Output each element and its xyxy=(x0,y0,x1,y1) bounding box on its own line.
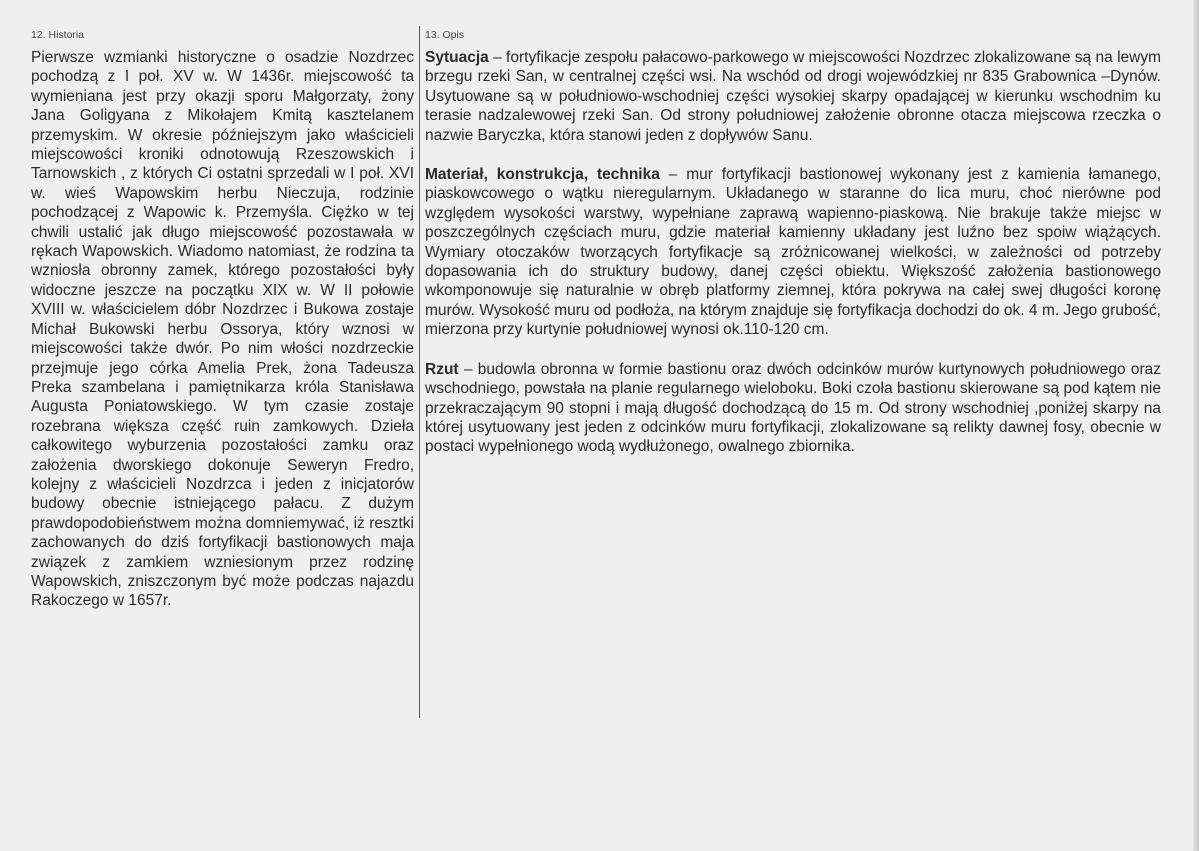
history-column xyxy=(31,48,414,611)
section-title: Rzut xyxy=(425,360,459,378)
history-text: Pierwsze wzmianki historyczne o osadzie Nozdrzec pochodzą z I poł. XV w. W 1436r. miejscowość ta wymieniana jest przy okazji sporu Małgorzaty, żony Jana Goligyana z Mikołajem Kmitą kasztelanem przemyskim. W okresie późniejszym jako właścicieli miejscowości kroniki odnotowują Rzeszowskich i Tarnowskich , z których Ci ostatni sprzedali w I poł. XVI w. wieś Wapowskim herbu Nieczuja, rodzinie pochodzącej z Wapowic k. Przemyśla. Ciężko w tej chwili ustalić jak długo miejscowość pozostawała w rękach Wapowskich. Wiadomo natomiast, że rodzina ta wzniosła obronny zamek, którego pozostałości były widoczne jeszcze na początku XIX w. W II połowie XVIII w. właścicielem dóbr Nozdrzec i Bukowa zostaje Michał Bukowski herbu Ossorya, który wznosi w miejscowości także dwór. Po nim włości nozdrzeckie przejmuje jego córka Amelia Prek, żona Tadeusza Preka szambelana i pamiętnikarza króla Stanisława Augusta Poniatowskiego. W tym czasie zostaje rozebrana większa część ruin zamkowych. Dzieła całkowitego wyburzenia pozostałości zamku oraz założenia dworskiego dokonuje Seweryn Fredro, kolejny z właścicieli Nozdrzca i jeden z inicjatorów budowy obecnie istniejącego pałacu. Z dużym prawdopodobieństwem można domniemywać, iż resztki zachowanych do dziś fortyfikacji bastionowych maja związek z zamkiem wzniesionym przez rodzinę Wapowskich, zniszczonym być może podczas najazdu Rakoczego w 1657r. xyxy=(31,49,414,610)
section-material xyxy=(425,165,1161,340)
history-heading: 12. Historia xyxy=(31,29,85,41)
section-text: – fortyfikacje zespołu pałacowo-parkowego w miejscowości Nozdrzec zlokalizowane są na lewym brzegu rzeki San, w centralnej części wsi. Na wschód od drogi wojewódzkiej nr 835 Grabownica –Dynów. Usytuowane są w południowo-wschodniej części wysokiej skarpy opadającej w kierunku wschodnim ku terasie nadzalewowej rzeki San. Od strony południowej założenie obronne otacza miejscowa rzeczka o nazwie Baryczka, która stanowi jeden z dopływów Sanu. xyxy=(425,49,1161,144)
section-situation xyxy=(425,48,1161,145)
scan-edge xyxy=(1193,0,1199,851)
section-title: Sytuacja xyxy=(425,49,489,66)
section-plan xyxy=(425,360,1161,457)
section-text: – budowla obronna w formie bastionu oraz dwóch odcinków murów kurtynowych południowego oraz wschodniego, powstała na planie regularnego wieloboku. Boki czoła bastionu skierowane są pod kątem nie przekraczającym 90 stopni i mają długość dochodzącą do 15 m. Od strony wschodniej ,poniżej skarpy na której usytuowany jest jeden z odcinków muru fortyfikacji, zlokalizowane są relikty dawnej fosy, obecnie w postaci wypełnionego wodą wydłużonego, owalnego zbiornika. xyxy=(425,360,1161,456)
description-column xyxy=(425,48,1161,477)
column-divider xyxy=(419,26,420,718)
section-text: – mur fortyfikacji bastionowej wykonany jest z kamienia łamanego, piaskowcowego o wątku nieregularnym. Układanego w staranne do lica muru, choć nierówne pod względem wysokości warstwy, wypełniane zaprawą wapienno-piaskową. Nie brakuje także miejsc w poszczególnych częściach muru, gdzie materiał kamienny układany jest luźno bez spoiw wiążących. Wymiary otoczaków tworzących fortyfikacje są zróżnicowanej wielkości, w zależności od potrzeby dopasowania ich do struktury budowy, danej części obiektu. Większość założenia bastionowego wkomponowuje się naturalnie w obręb platformy ziemnej, która pokrywa na całej swej długości koronę murów. Wysokość muru od podłoża, na którym znajduje się fortyfikacja dochodzi do ok. 4 m. Jego grubość, mierzona przy kurtynie południowej wynosi ok.110-120 cm. xyxy=(425,166,1162,339)
description-heading: 13. Opis xyxy=(425,29,465,41)
section-title: Materiał, konstrukcja, technika xyxy=(425,166,660,184)
